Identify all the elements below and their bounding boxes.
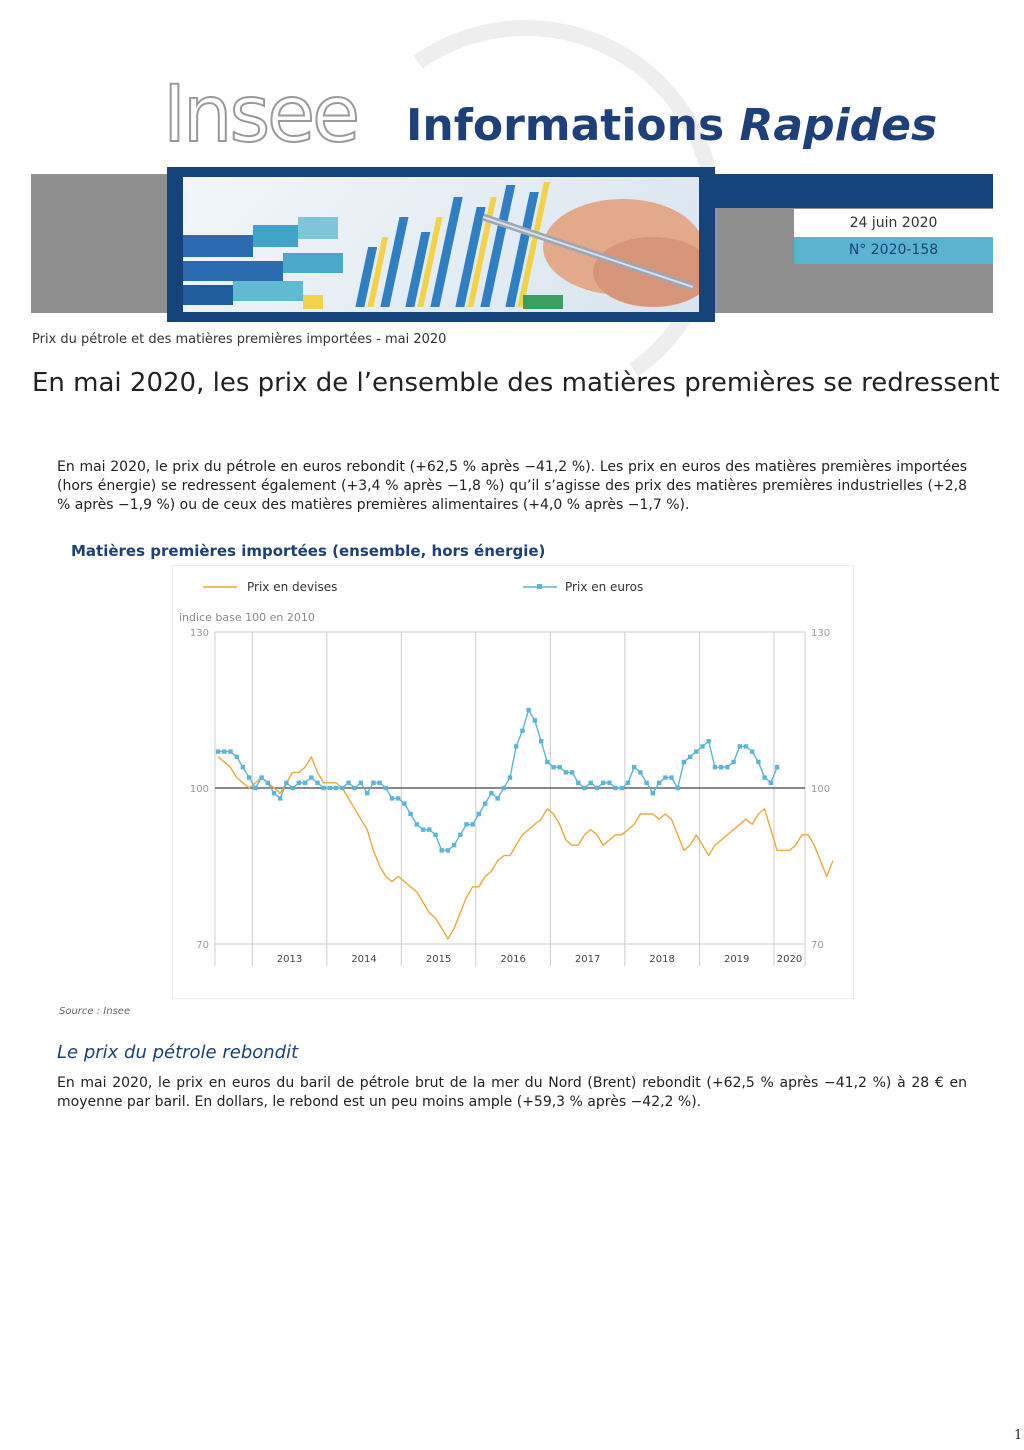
data-point [222, 749, 226, 753]
data-point [558, 765, 562, 769]
data-point [328, 786, 332, 790]
data-point [384, 786, 388, 790]
x-tick-label-2017: 2017 [574, 954, 601, 965]
data-point [719, 765, 723, 769]
data-point [775, 765, 779, 769]
chart-legend [203, 580, 643, 594]
data-point [533, 718, 537, 722]
data-point [390, 796, 394, 800]
legend-label-euros: Prix en euros [565, 580, 644, 594]
data-point [508, 775, 512, 779]
data-point [713, 765, 717, 769]
data-point [632, 765, 636, 769]
data-point [377, 781, 381, 785]
data-point [235, 755, 239, 759]
legend-label-devises: Prix en devises [247, 580, 338, 594]
data-point [315, 781, 319, 785]
data-point [452, 843, 456, 847]
data-point [551, 765, 555, 769]
data-point [440, 848, 444, 852]
publication-title-italic: Rapides [739, 100, 938, 151]
data-point [408, 812, 412, 816]
data-point [620, 786, 624, 790]
data-point [433, 833, 437, 837]
data-point [266, 781, 270, 785]
legend-marker-euros [537, 584, 542, 589]
data-point [545, 760, 549, 764]
data-point [489, 791, 493, 795]
data-point [613, 786, 617, 790]
y-tick-label-right: 130 [811, 628, 831, 639]
data-point [477, 812, 481, 816]
y-axis-label: indice base 100 en 2010 [179, 611, 315, 624]
data-point [738, 744, 742, 748]
publication-title-main: Informations [406, 100, 725, 151]
data-point [483, 801, 487, 805]
data-point [495, 796, 499, 800]
header-photo [167, 167, 715, 322]
y-tick-label-left: 70 [196, 940, 209, 951]
data-point [253, 786, 257, 790]
data-point [570, 770, 574, 774]
data-point [421, 827, 425, 831]
data-point [216, 749, 220, 753]
y-tick-label-left: 130 [189, 628, 209, 639]
data-point [278, 796, 282, 800]
data-point [346, 781, 350, 785]
data-point [644, 781, 648, 785]
data-point [303, 781, 307, 785]
article-headline: En mai 2020, les prix de l’ensemble des matières premières se redressent [32, 368, 1000, 398]
data-point [744, 744, 748, 748]
data-point [228, 749, 232, 753]
data-point [415, 822, 419, 826]
data-point [365, 791, 369, 795]
data-point [663, 775, 667, 779]
data-point [241, 765, 245, 769]
figure-source: Source : Insee [59, 1006, 131, 1017]
data-point [626, 781, 630, 785]
data-point [353, 786, 357, 790]
data-point [589, 781, 593, 785]
data-point [514, 744, 518, 748]
data-point [731, 760, 735, 764]
y-tick-label-right: 70 [811, 940, 824, 951]
section-title: Le prix du pétrole rebondit [57, 1042, 299, 1063]
data-point [651, 791, 655, 795]
data-point [526, 708, 530, 712]
data-point [601, 781, 605, 785]
figure-title: Matières premières importées (ensemble, hors énergie) [71, 542, 546, 560]
data-point [309, 775, 313, 779]
data-point [607, 781, 611, 785]
data-point [458, 833, 462, 837]
data-point [247, 775, 251, 779]
x-tick-label-2016: 2016 [500, 954, 526, 965]
data-point [427, 827, 431, 831]
publication-number: N° 2020-158 [794, 237, 993, 264]
section-paragraph: En mai 2020, le prix en euros du baril de pétrole brut de la mer du Nord (Brent) rebondit (+62,5 % après −41,2 %) à 28 € en moyenne par baril. En dollars, le rebond est un peu moins ample (+59,3 % après −42,2 %). [57, 1075, 967, 1110]
data-point [595, 786, 599, 790]
series-line-1 [218, 710, 777, 850]
data-point [638, 770, 642, 774]
photo-chart-illustration [183, 177, 699, 312]
data-point [396, 796, 400, 800]
data-point [340, 786, 344, 790]
data-point [669, 775, 673, 779]
data-point [769, 781, 773, 785]
y-tick-label-left: 100 [189, 784, 209, 795]
data-point [272, 791, 276, 795]
data-point [359, 781, 363, 785]
data-point [371, 781, 375, 785]
data-point [259, 775, 263, 779]
y-tick-label-right: 100 [811, 784, 831, 795]
series-line-0 [218, 757, 833, 939]
article-intro: En mai 2020, le prix du pétrole en euros rebondit (+62,5 % après −41,2 %). Les prix en euros des matières premières importées (hors énergie) se redressent également (+3,4 % après −1,8 %) qu’il s’agisse des prix des matières premières industrielles (+2,8 % après −1,9 %) ou de ceux des matières premières alimentaires (+4,0 % après −1,7 %). [57, 459, 967, 513]
data-point [464, 822, 468, 826]
data-point [502, 786, 506, 790]
data-point [657, 781, 661, 785]
data-point [446, 848, 450, 852]
line-chart [173, 566, 853, 998]
publication-title [406, 100, 938, 151]
data-point [297, 781, 301, 785]
data-point [322, 786, 326, 790]
page-number: 1 [1014, 1428, 1023, 1443]
x-tick-label-2014: 2014 [351, 954, 377, 965]
data-point [700, 744, 704, 748]
data-point [290, 786, 294, 790]
data-point [471, 822, 475, 826]
chart-container [172, 565, 854, 999]
data-point [564, 770, 568, 774]
data-point [682, 760, 686, 764]
insee-logo: Insee [163, 70, 358, 160]
data-point [694, 749, 698, 753]
data-point [334, 786, 338, 790]
data-point [762, 775, 766, 779]
data-point [576, 781, 580, 785]
data-point [756, 760, 760, 764]
publication-date: 24 juin 2020 [794, 209, 993, 237]
data-point [402, 801, 406, 805]
data-point [725, 765, 729, 769]
data-point [688, 755, 692, 759]
article-kicker: Prix du pétrole et des matières premières importées - mai 2020 [32, 332, 447, 347]
data-point [539, 739, 543, 743]
x-tick-label-2020: 2020 [776, 954, 803, 965]
x-tick-label-2019: 2019 [723, 954, 750, 965]
data-point [707, 739, 711, 743]
x-tick-label-2018: 2018 [649, 954, 675, 965]
x-tick-label-2013: 2013 [276, 954, 303, 965]
data-point [750, 749, 754, 753]
data-point [284, 781, 288, 785]
x-tick-label-2015: 2015 [425, 954, 452, 965]
data-point [676, 786, 680, 790]
header-band-accent [680, 174, 993, 208]
data-point [520, 729, 524, 733]
data-point [582, 786, 586, 790]
